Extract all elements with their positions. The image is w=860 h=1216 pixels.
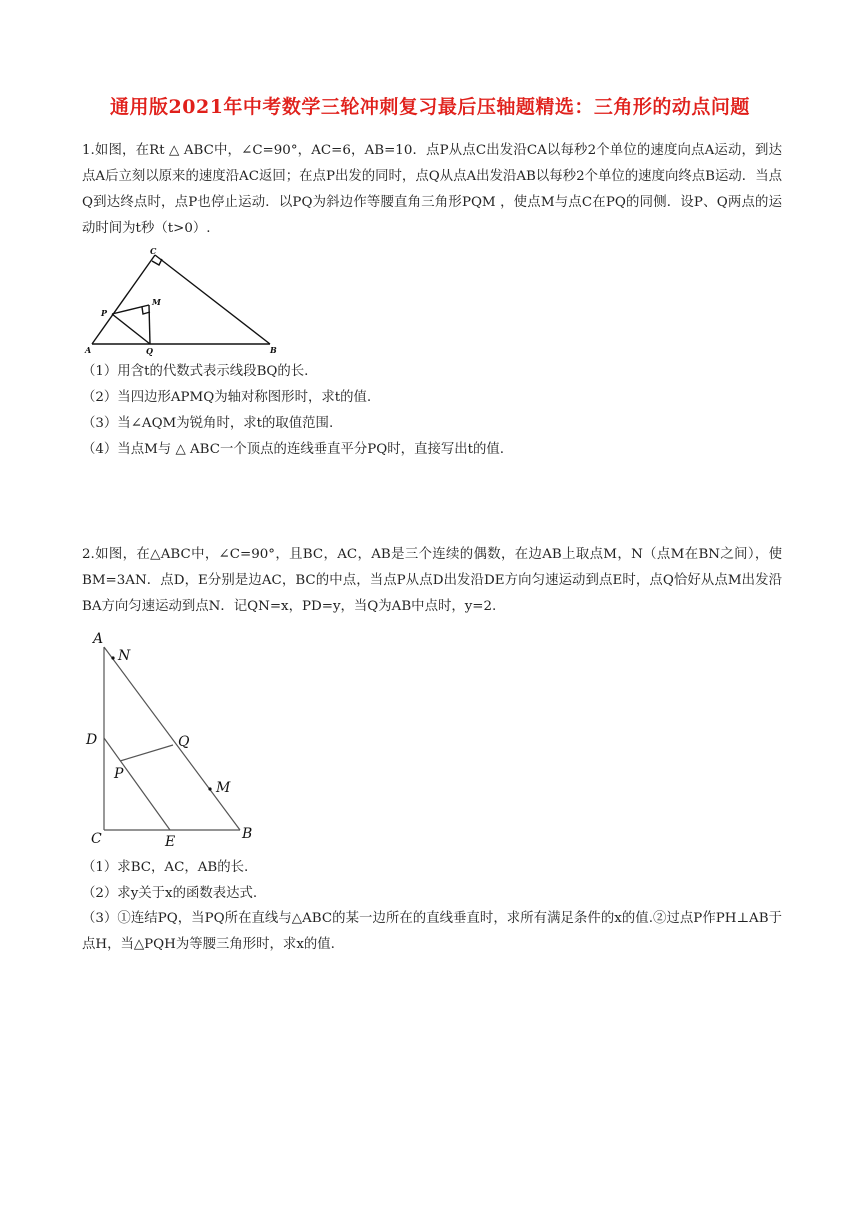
fig1-label-a: A — [85, 345, 92, 355]
fig1-label-b: B — [270, 345, 277, 355]
problem-2-figure — [82, 628, 272, 853]
problem-2-question-2: （2）求y关于x的函数表达式. — [82, 886, 258, 901]
fig2-label-n: N — [118, 648, 131, 664]
fig1-label-q: Q — [146, 346, 153, 356]
problem-1-question-1: （1）用含t的代数式表示线段BQ的长. — [82, 364, 309, 379]
problem-2-question-1: （1）求BC，AC，AB的长. — [82, 860, 249, 875]
page-title: 通用版2021年中考数学三轮冲刺复习最后压轴题精选：三角形的动点问题 — [110, 96, 750, 118]
problem-2-question-3: （3）①连结PQ，当PQ所在直线与△ABC的某一边所在的直线垂直时，求所有满足条件的x的值.②过点P作PH⊥AB于点H，当△PQH为等腰三角形时，求x的值. — [82, 911, 782, 952]
problem-1-question-2: （2）当四边形APMQ为轴对称图形时，求t的值. — [82, 390, 372, 405]
problem-1-question-3: （3）当∠AQM为锐角时，求t的取值范围. — [82, 416, 334, 431]
fig1-label-m: M — [152, 297, 161, 307]
problem-2-stem: 2.如图，在△ABC中，∠C=90°，且BC，AC，AB是三个连续的偶数，在边AB上取点M，N（点M在BN之间），使BM=3AN．点D，E分别是边AC，BC的中点，当点P从点D出发沿DE方向匀速运动到点E时，点Q恰好从点M出发沿BA方向匀速运动到点N．记QN=x，PD=y，当Q为AB中点时，y=2. — [82, 547, 782, 614]
fig2-label-c: C — [91, 831, 102, 847]
problem-1-stem: 1.如图，在Rt △ ABC中，∠C=90°，AC=6，AB=10．点P从点C出发沿CA以每秒2个单位的速度向点A运动，到达点A后立刻以原来的速度沿AC返回；在点P出发的同时，点Q从点A出发沿AB以每秒2个单位的速度向终点B运动．当点Q到达终点时，点P也停止运动．以PQ为斜边作等腰直角三角形PQM ，使点M与点C在PQ的同侧．设P、Q两点的运动时间为t秒（t>0）. — [82, 143, 782, 236]
fig2-label-m: M — [216, 780, 231, 796]
fig2-label-d: D — [86, 732, 98, 748]
fig1-label-p: P — [101, 308, 108, 318]
fig1-label-c: C — [150, 246, 157, 256]
fig2-label-q: Q — [178, 734, 190, 750]
fig2-label-e: E — [165, 834, 176, 850]
fig2-label-a: A — [93, 631, 104, 647]
fig2-label-b: B — [242, 826, 253, 842]
problem-1-figure — [82, 244, 282, 359]
problem-1-question-4: （4）当点M与 △ ABC一个顶点的连线垂直平分PQ时，直接写出t的值. — [82, 442, 505, 457]
fig2-label-p: P — [114, 766, 124, 782]
